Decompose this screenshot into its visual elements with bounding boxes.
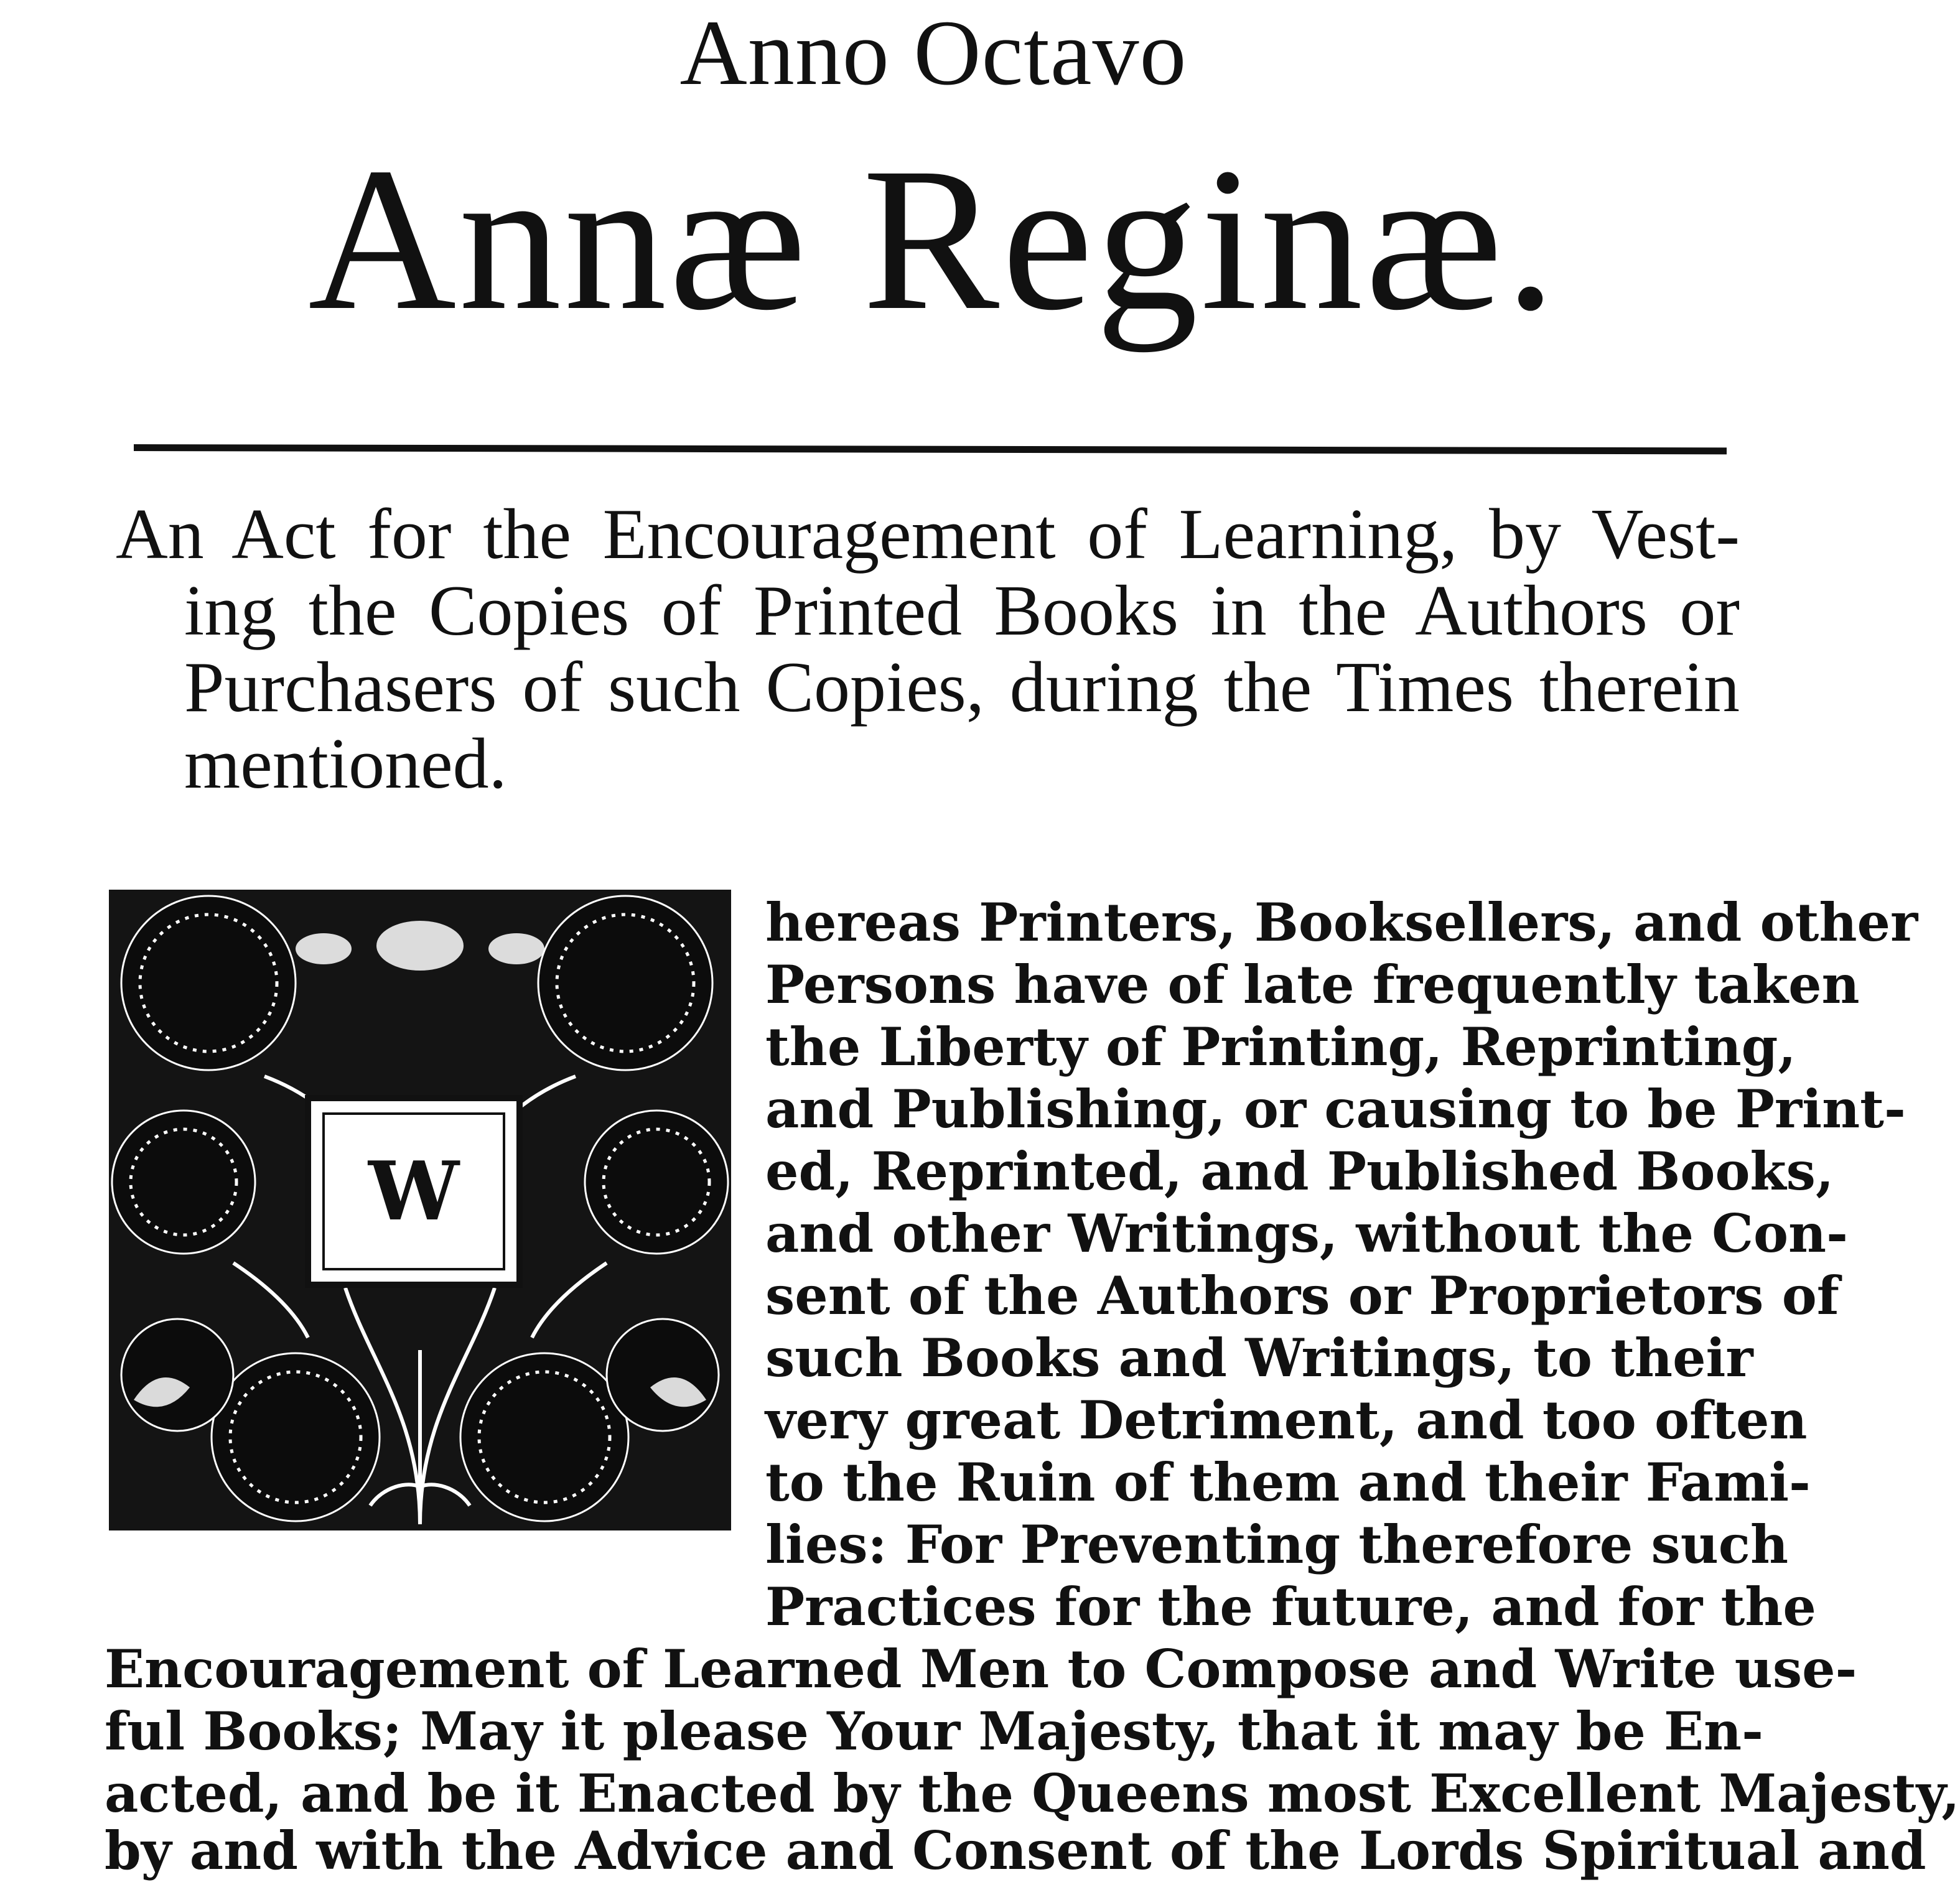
preamble-line: Practices for the future, and for the — [765, 1576, 1816, 1637]
preamble-line: to the Ruin of them and their Fami- — [765, 1451, 1811, 1513]
preamble-line: ed, Reprinted, and Published Books, — [765, 1140, 1834, 1202]
act-title-line: Purchasers of such Copies, during the Times therein — [184, 648, 1740, 727]
act-title-line: ing the Copies of Printed Books in the Authors or — [184, 571, 1740, 651]
preamble-line: Encouragement of Learned Men to Compose and Write use- — [105, 1638, 1857, 1700]
annae-reginae-title: Annæ Reginæ. — [308, 126, 1559, 353]
preamble-line: Persons have of late frequently taken — [765, 954, 1860, 1015]
preamble-line: sent of the Authors or Proprietors of — [765, 1265, 1839, 1326]
initial-letter: W — [368, 1144, 459, 1239]
preamble-line: the Liberty of Printing, Reprinting, — [765, 1016, 1796, 1078]
preamble-line: acted, and be it Enacted by the Queens most Excellent Majesty, — [105, 1763, 1960, 1824]
preamble-line: by and with the Advice and Consent of the Lords Spiritual and — [105, 1820, 1926, 1881]
anno-octavo-heading: Anno Octavo — [679, 1, 1187, 105]
preamble-line: and other Writings, without the Con- — [765, 1203, 1848, 1264]
act-title-line: mentioned. — [184, 724, 507, 804]
preamble-line: lies: For Preventing therefore such — [765, 1514, 1789, 1575]
preamble-line: ful Books; May it please Your Majesty, that it may be En- — [105, 1700, 1763, 1762]
preamble-line: very great Detriment, and too often — [765, 1389, 1808, 1451]
act-title-line: An Act for the Encouragement of Learning, by Vest- — [116, 495, 1740, 574]
preamble-line: hereas Printers, Booksellers, and other — [765, 892, 1918, 953]
preamble-line: and Publishing, or causing to be Print- — [765, 1078, 1906, 1140]
preamble-line: such Books and Writings, to their — [765, 1327, 1753, 1389]
